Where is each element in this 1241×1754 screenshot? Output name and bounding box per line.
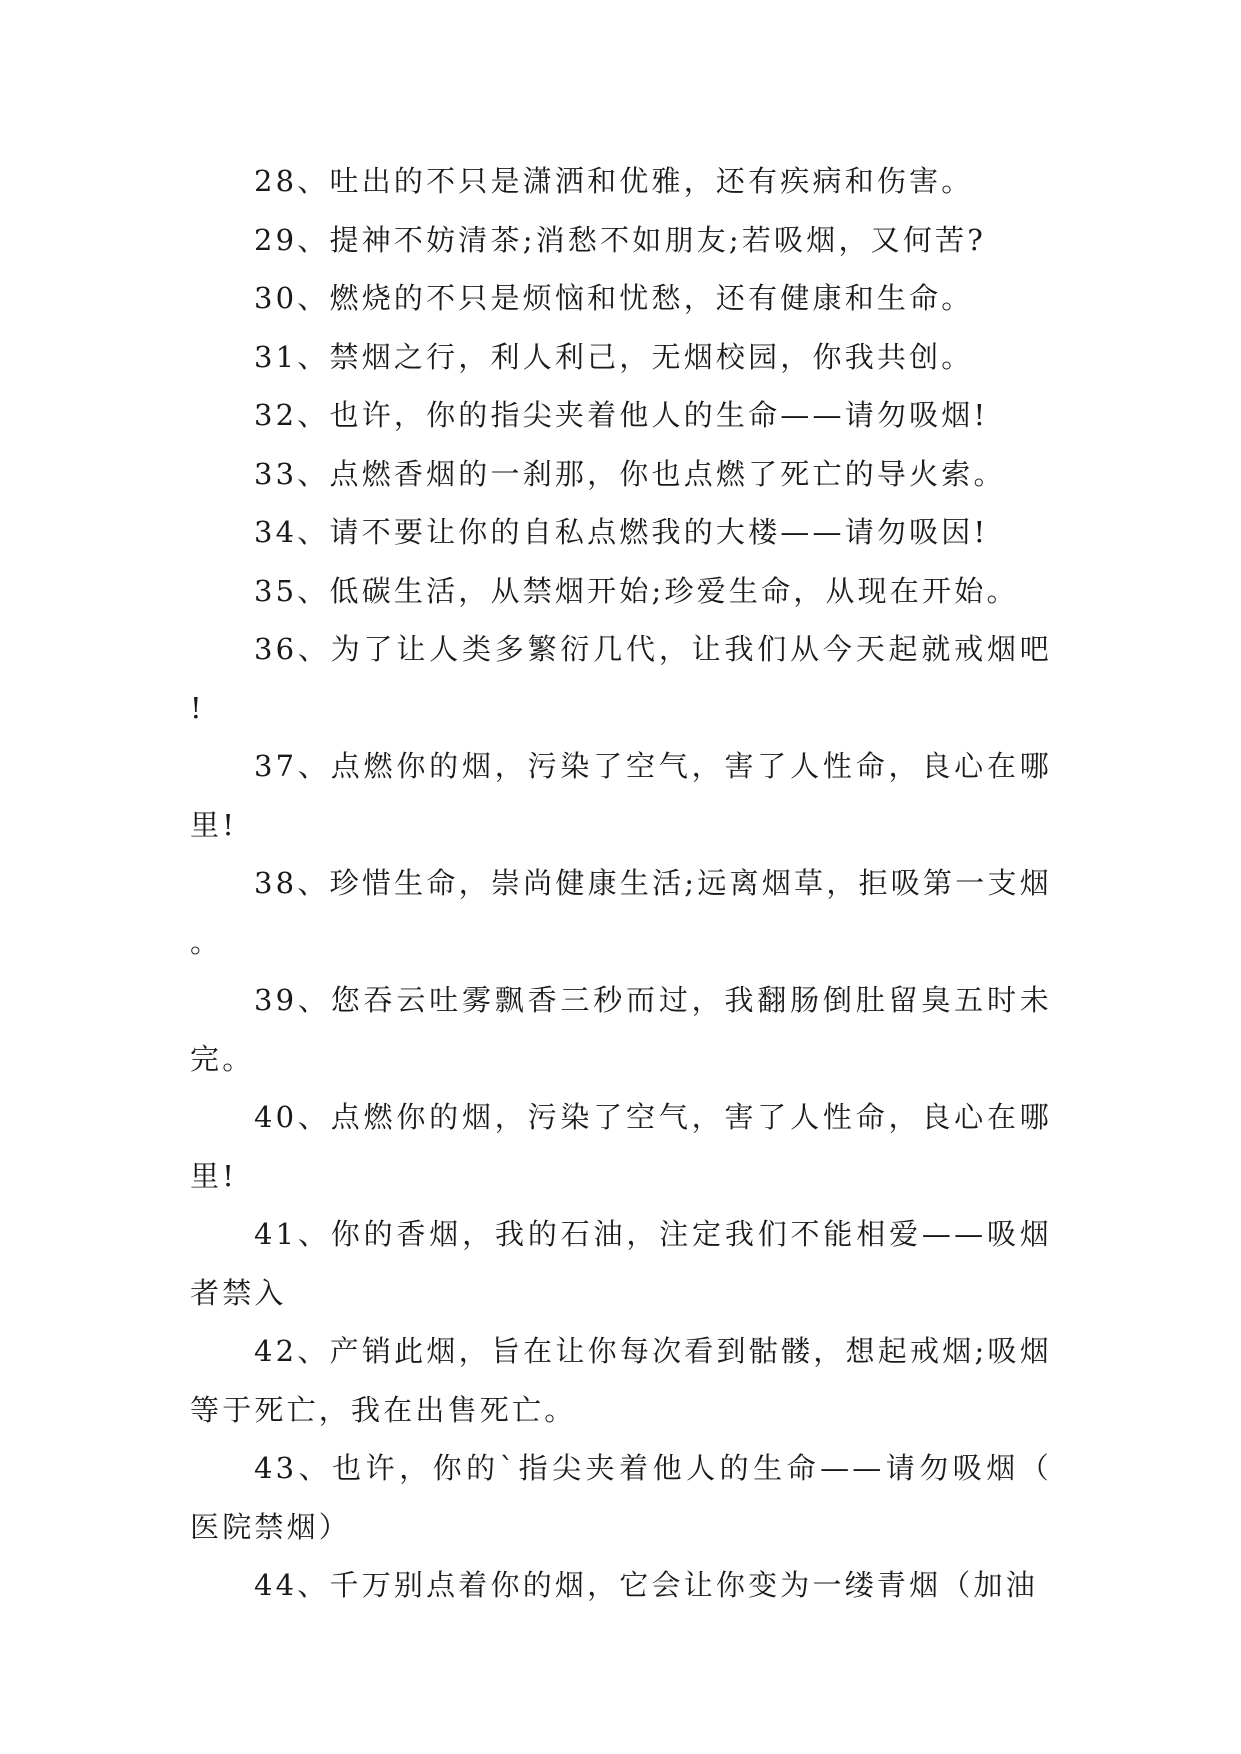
paragraph-39: 39、您吞云吐雾飘香三秒而过，我翻肠倒肚留臭五时未完。 (190, 983, 1052, 1076)
paragraph-36: 36、为了让人类多繁衍几代，让我们从今天起就戒烟吧! (190, 632, 1052, 725)
paragraph-34: 34、请不要让你的自私点燃我的大楼——请勿吸因! (254, 515, 989, 549)
paragraph-42: 42、产销此烟，旨在让你每次看到骷髅，想起戒烟;吸烟等于死亡，我在出售死亡。 (190, 1334, 1052, 1427)
paragraph-28: 28、吐出的不只是潇洒和优雅，还有疾病和伤害。 (254, 164, 974, 198)
paragraph-44: 44、千万别点着你的烟，它会让你变为一缕青烟（加油 (254, 1568, 1038, 1602)
paragraph-37: 37、点燃你的烟，污染了空气，害了人性命，良心在哪里! (190, 749, 1052, 842)
paragraph-35: 35、低碳生活，从禁烟开始;珍爱生命，从现在开始。 (254, 573, 1019, 608)
paragraph-43: 43、也许，你的`指尖夹着他人的生命——请勿吸烟（医院禁烟） (190, 1451, 1052, 1544)
paragraph-30: 30、燃烧的不只是烦恼和忧愁，还有健康和生命。 (254, 281, 974, 315)
paragraph-40: 40、点燃你的烟，污染了空气，害了人性命，良心在哪里! (190, 1100, 1052, 1193)
paragraph-41: 41、你的香烟，我的石油，注定我们不能相爱——吸烟者禁入 (190, 1217, 1052, 1310)
paragraph-38: 38、珍惜生命，崇尚健康生活;远离烟草，拒吸第一支烟。 (190, 866, 1052, 959)
document-body (190, 152, 1052, 1615)
paragraph-32: 32、也许，你的指尖夹着他人的生命——请勿吸烟! (254, 398, 989, 432)
paragraph-29: 29、提神不妨清茶;消愁不如朋友;若吸烟，又何苦? (254, 222, 986, 257)
paragraph-33: 33、点燃香烟的一刹那，你也点燃了死亡的导火索。 (254, 456, 1006, 491)
paragraph-31: 31、禁烟之行，利人利己，无烟校园，你我共创。 (254, 339, 974, 374)
